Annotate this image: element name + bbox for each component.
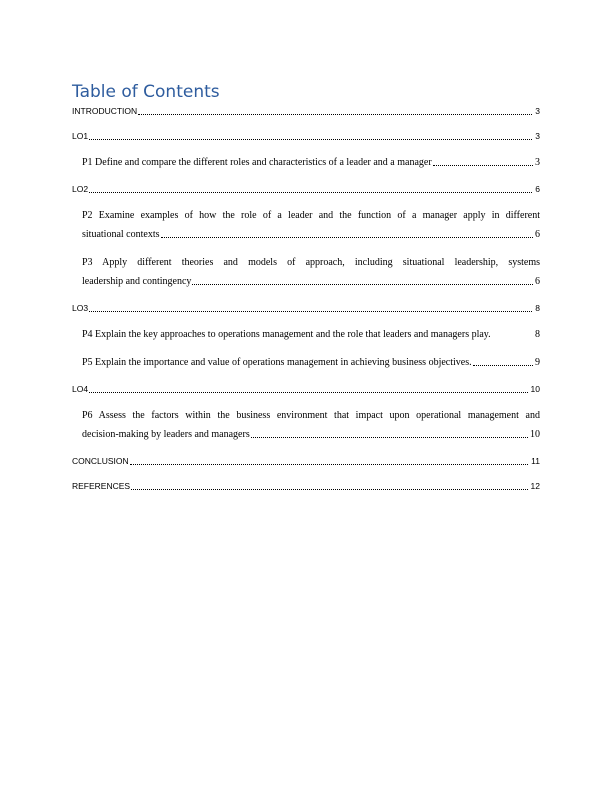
toc-entry-label: INTRODUCTION xyxy=(72,106,138,116)
table-of-contents xyxy=(72,103,540,503)
toc-page-number: 6 xyxy=(535,184,540,194)
toc-leader-dots xyxy=(192,284,533,285)
toc-leader-dots xyxy=(89,192,532,193)
toc-page-number: 3 xyxy=(535,106,540,116)
toc-page-number: 8 xyxy=(535,329,540,340)
toc-entry-lo1[interactable] xyxy=(72,128,540,144)
toc-page-number: 9 xyxy=(535,357,540,368)
toc-entry-label: LO2 xyxy=(72,184,89,194)
toc-page-number: 3 xyxy=(535,157,540,168)
toc-leader-dots xyxy=(130,464,528,465)
toc-page-number: 10 xyxy=(530,429,540,440)
toc-entry-label-line2: leadership and contingency xyxy=(82,276,192,287)
toc-entry-label: LO4 xyxy=(72,384,89,394)
toc-title: Table of Contents xyxy=(72,82,220,102)
toc-entry-lo3[interactable] xyxy=(72,300,540,316)
toc-leader-dots xyxy=(251,437,528,438)
toc-entry-label-line1: P3 Apply different theories and models of approach, including situational leadership, systems xyxy=(82,257,540,268)
toc-entry-label: REFERENCES xyxy=(72,481,131,491)
toc-entry-lo4[interactable] xyxy=(72,381,540,397)
toc-page-number: 11 xyxy=(531,456,540,466)
toc-entry-p1[interactable] xyxy=(82,153,540,172)
toc-page-number: 3 xyxy=(535,131,540,141)
toc-page-number: 10 xyxy=(530,384,540,394)
toc-leader-dots xyxy=(89,392,527,393)
toc-entry-p5[interactable] xyxy=(82,353,540,372)
toc-entry-label: P4 Explain the key approaches to operations management and the role that leaders and managers play. xyxy=(82,329,491,340)
toc-entry-label: LO3 xyxy=(72,303,89,313)
toc-entry-p3[interactable] xyxy=(82,253,540,291)
toc-entry-label: LO1 xyxy=(72,131,89,141)
toc-entry-label: P5 Explain the importance and value of operations management in achieving business objectives. xyxy=(82,357,472,368)
toc-leader-dots xyxy=(161,237,534,238)
toc-page-number: 6 xyxy=(535,276,540,287)
toc-leader-dots xyxy=(138,114,532,115)
toc-entry-p2[interactable] xyxy=(82,206,540,244)
toc-page-number: 6 xyxy=(535,229,540,240)
toc-entry-label-line2: situational contexts xyxy=(82,229,160,240)
toc-entry-label: P1 Define and compare the different roles and characteristics of a leader and a manager xyxy=(82,157,432,168)
toc-entry-conclusion[interactable] xyxy=(72,453,540,469)
toc-leader-dots xyxy=(89,311,532,312)
toc-leader-dots xyxy=(473,365,533,366)
toc-entry-references[interactable] xyxy=(72,478,540,494)
toc-leader-dots xyxy=(433,165,533,166)
toc-entry-introduction[interactable] xyxy=(72,103,540,119)
toc-entry-label: CONCLUSION xyxy=(72,456,129,466)
toc-leader-dots xyxy=(89,139,532,140)
toc-entry-label-line1: P6 Assess the factors within the business environment that impact upon operational management and xyxy=(82,410,540,421)
toc-entry-lo2[interactable] xyxy=(72,181,540,197)
toc-entry-p6[interactable] xyxy=(82,406,540,444)
toc-leader-dots xyxy=(131,489,527,490)
toc-entry-label-line1: P2 Examine examples of how the role of a leader and the function of a manager apply in different xyxy=(82,210,540,221)
toc-entry-p4[interactable] xyxy=(82,325,540,344)
toc-page-number: 8 xyxy=(535,303,540,313)
toc-page-number: 12 xyxy=(530,481,540,491)
toc-entry-label-line2: decision-making by leaders and managers xyxy=(82,429,250,440)
